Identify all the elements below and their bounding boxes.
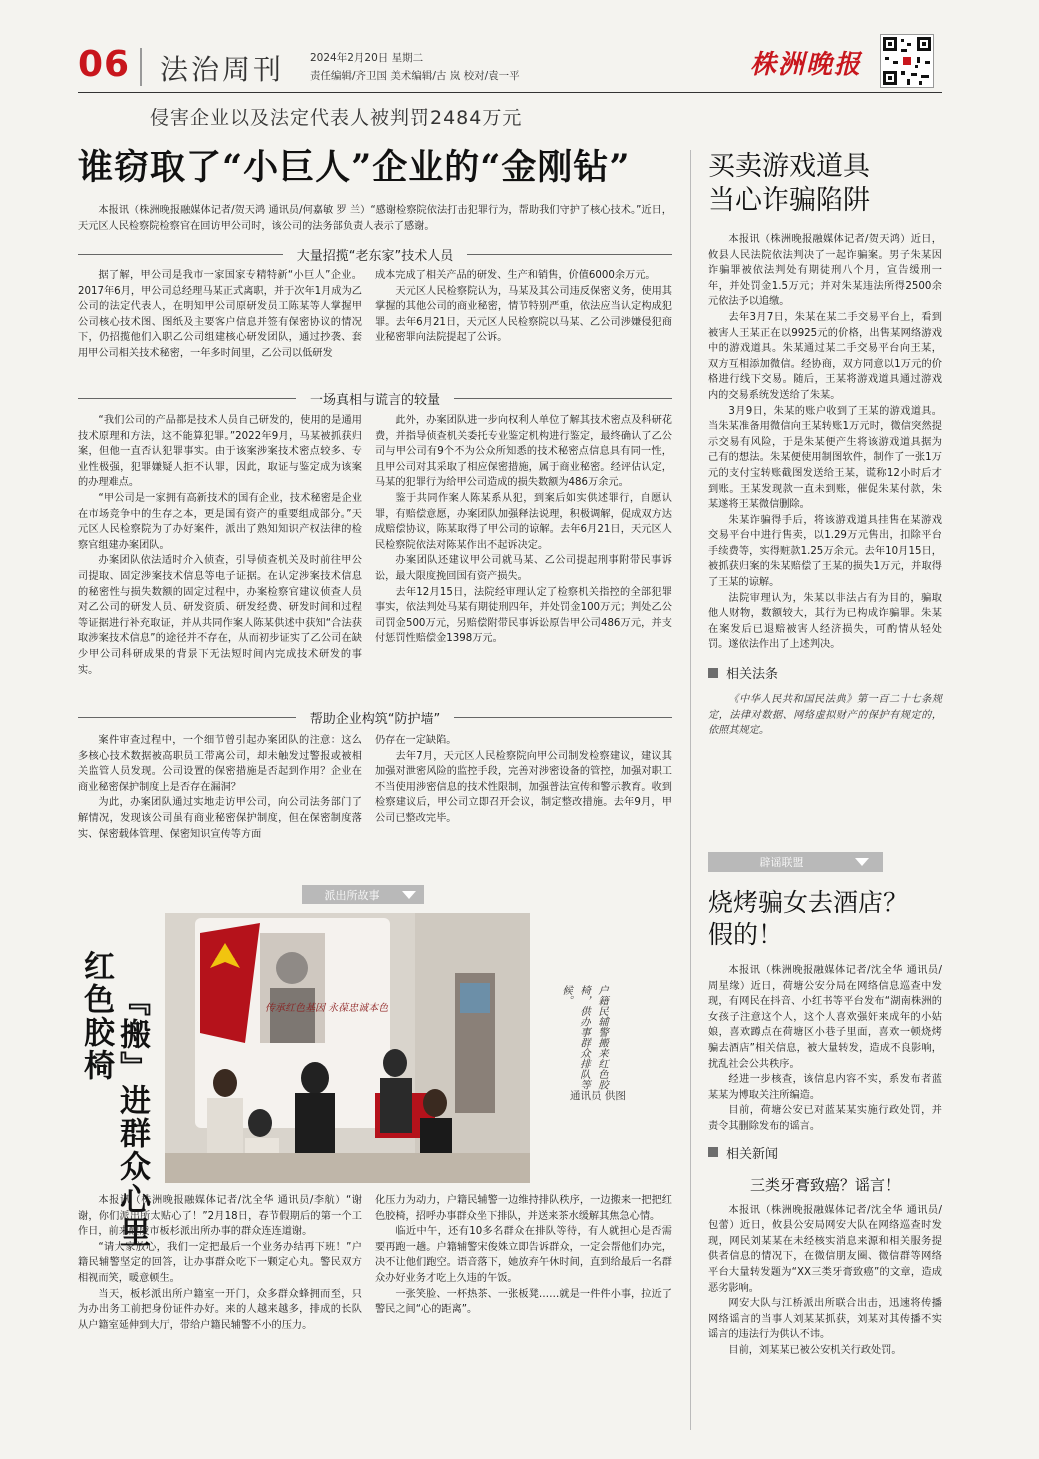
right-bottom-story — [708, 887, 942, 1358]
editor-credits: 责任编辑/齐卫国 美术编辑/古 岚 校对/袁一平 — [310, 70, 520, 82]
paragraph: 去年12月15日，法院经审理认定了检察机关指控的全部犯罪事实，依法判处马某有期徒刑四年，并处罚金100万元；判处乙公司罚金500万元，另赔偿附带民事诉讼原告甲公司486万元，并支付惩罚性赔偿金1398万元。 — [375, 586, 672, 645]
lead-s3-col2 — [375, 733, 672, 827]
paragraph: 本报讯（株洲晚报融媒体记者/沈全华 通讯员/包蕾）近日，攸县公安局网安大队在网络巡查时发现，网民刘某某在未经核实消息来源和相关服务提供者信息的情况下，在微信朋友圈、微信群等网络平台大量转发题为“XX三类牙膏致癌”的文章，造成恶劣影响。 — [708, 1204, 942, 1294]
lead-intro: 本报讯（株洲晚报融媒体记者/贺天鸿 通讯员/何嘉敏 罗 兰）“感谢检察院依法打击犯罪行为，帮助我们守护了核心技术。”近日，天元区人民检察院检察官在回访甲公司时，该公司的法务部负责人表示了感谢。 — [78, 205, 672, 232]
paragraph: 临近中午，还有10多名群众在排队等待，有人就担心是否需要再跑一趟。户籍辅警宋俊姝立即告诉群众，一定会帮他们办完，决不让他们跑空。语音落下，她放弃午休时间，直到给最后一名群众办好业务才吃上久违的午饭。 — [375, 1226, 672, 1284]
paragraph: “请大家放心，我们一定把最后一个业务办结再下班！”户籍民辅警坚定的回答，让办事群众吃下一颗定心丸。警民双方相视而笑，暖意顿生。 — [78, 1241, 362, 1284]
masthead-divider — [140, 48, 142, 86]
related-law-text: 《中华人民共和国民法典》第一百二十七条规定，法律对数据、网络虚拟财产的保护有规定的，依照其规定。 — [708, 694, 942, 737]
paragraph: 目前，荷塘公安已对蓝某某实施行政处罚，并责令其删除发布的谣言。 — [708, 1105, 942, 1132]
paragraph: 目前，刘某某已被公安机关行政处罚。 — [728, 1344, 902, 1356]
paragraph: 为此，办案团队通过实地走访甲公司，向公司法务部门了解情况，发现该公司虽有商业秘密保护制度，但在保密制度落实、保密载体管理、保密知识宣传等方面 — [78, 797, 362, 840]
column-divider — [690, 150, 691, 1430]
paragraph: 朱某诈骗得手后，将该游戏道具挂售在某游戏交易平台中进行售卖，以1.29万元售出，扣除平台手续费等，实得赃款1.25万余元。去年10月15日，被抓获归案的朱某赔偿了王某的损失1万元，并取得了王某的谅解。 — [708, 514, 942, 589]
photo-credit: 通讯员 供图 — [570, 1090, 626, 1102]
masthead-rule — [78, 92, 942, 93]
triangle-down-icon — [855, 858, 869, 866]
paragraph: 经进一步核查，该信息内容不实，系发布者蓝某某为博取关注所编造。 — [708, 1074, 942, 1101]
feature-col2 — [375, 1193, 672, 1318]
related-news-heading: 相关新闻 — [708, 1143, 942, 1162]
paragraph: 去年3月7日，朱某在某二手交易平台上，看到被害人王某正在以9925元的价格，出售某网络游戏中的游戏道具。朱某通过某二手交易平台向王某，双方互相添加微信。经协商，双方同意以1万元的价格进行线下交易。随后，王某将游戏道具通过游戏内的交易系统发送给了朱某。 — [708, 311, 942, 401]
square-bullet-icon — [708, 1147, 718, 1157]
paragraph: 此外，办案团队进一步向权利人单位了解其技术密点及科研花费，并指导侦查机关委托专业鉴定机构进行鉴定，最终确认了乙公司与甲公司有9个不为公众所知悉的技术秘密点信息具有同一性，且甲公司对其采取了相应保密措施，属于商业秘密。经评估认定，马某的犯罪行为给甲公司造成的损失数额为486万余元。 — [375, 415, 672, 489]
feature-tag-bar: 派出所故事 — [302, 885, 424, 904]
qr-code-icon — [880, 34, 934, 88]
lead-s2-col1 — [78, 413, 362, 678]
right-top-story — [708, 150, 942, 739]
photo-caption: 户籍民辅警搬来红色胶椅，供办事群众排队等候。 — [561, 985, 609, 1090]
issue-date: 2024年2月20日 星期二 — [310, 52, 424, 64]
paragraph: 法院审理认为，朱某以非法占有为目的，骗取他人财物，数额较大，其行为已构成诈骗罪。朱某在案发后已退赔被害人经济损失，可酌情从轻处罚。遂依法作出了上述判决。 — [708, 592, 942, 651]
feature-col1 — [78, 1193, 362, 1333]
masthead — [0, 30, 1039, 100]
section-heading: 帮助企业构筑“防护墙” — [78, 708, 672, 727]
lead-s2-col2 — [375, 413, 672, 647]
paragraph: 天元区人民检察院认为，马某及其公司违反保密义务，使用其掌握的其他公司的商业秘密，情节特别严重，依法应当认定构成犯罪。去年6月21日，天元区人民检察院以马某、乙公司涉嫌侵犯商业秘密罪向法院提起了公诉。 — [375, 285, 672, 344]
paragraph: 本报讯（株洲晚报融媒体记者/贺天鸿）近日，攸县人民法院依法判决了一起诈骗案。男子朱某因诈骗罪被依法判处有期徒刑八个月，宣告缓刑一年，并处罚金1.5万元；并对朱某违法所得2500余元依法予以追缴。 — [708, 234, 942, 308]
related-news-headline: 三类牙膏致癌？谣言！ — [749, 1175, 900, 1194]
paragraph: 仍存在一定缺陷。 — [375, 735, 457, 746]
section-heading: 大量招揽“老东家”技术人员 — [78, 245, 672, 264]
related-law-heading: 相关法条 — [708, 663, 942, 682]
lead-headline: 谁窃取了“小巨人”企业的“金刚钻” — [78, 147, 631, 188]
paragraph: 去年7月，天元区人民检察院向甲公司制发检察建议，建议其加强对泄密风险的监控手段，完善对涉密设备的管控，加强对职工不当使用涉密信息的技术性限制，加强普法宣传和警示教育。收到检察建议后，甲公司立即召开会议，制定整改措施。去年9月，甲公司已整改完毕。 — [375, 750, 672, 824]
section-title: 法治周刊 — [160, 53, 285, 86]
right-bottom-headline-1: 烧烤骗女去酒店？ — [708, 888, 909, 917]
paragraph: 网安大队与江桥派出所联合出击，迅速将传播网络谣言的当事人刘某某抓获，刘某对其传播不实谣言的违法行为供认不讳。 — [708, 1298, 942, 1341]
photo-illustration — [165, 913, 530, 1183]
paragraph: 案件审查过程中，一个细节曾引起办案团队的注意：这么多核心技术数据被高职员工带离公司，却未触发过警报或被相关监管人员发现。公司设置的保密措施是否起到作用？企业在商业秘密保护制度上是否存在漏洞？ — [78, 735, 362, 793]
lead-kicker: 侵害企业以及法定代表人被判罚2484万元 — [150, 107, 523, 129]
photo-banner-text: 传承红色基因 永葆忠诚本色 — [265, 1003, 389, 1014]
paragraph: 化压力为动力，户籍民辅警一边维持排队秩序，一边搬来一把把红色胶椅，招呼办事群众坐下排队，并送来茶水缓解其焦急心情。 — [375, 1195, 672, 1222]
feature-headline-b: 『搬』进群众心里 — [114, 985, 150, 1249]
right-top-headline-1: 买卖游戏道具 — [708, 151, 870, 182]
paragraph: “甲公司是一家拥有高新技术的国有企业，技术秘密是企业在市场竞争中的生存之本，更是国有资产的重要组成部分。”天元区人民检察院为了办好案件，派出了熟知知识产权法律的检察官组建办案团队。 — [78, 492, 362, 551]
paragraph: 鉴于共同作案人陈某系从犯，到案后如实供述罪行，自愿认罪，有赔偿意愿，办案团队加强释法说理，积极调解，促成双方达成赔偿协议，陈某取得了甲公司的谅解。去年6月21日，天元区人民检察院依法对陈某作出不起诉决定。 — [375, 492, 672, 551]
paragraph: 本报讯（株洲晚报融媒体记者/沈全华 通讯员/李航）“谢谢，你们派出所太贴心了！”2月18日，春节假期后的第一个工作日，前来醴陵市板杉派出所办事的群众连连道谢。 — [78, 1195, 362, 1238]
paragraph: 据了解，甲公司是我市一家国家专精特新“小巨人”企业。2017年6月，甲公司总经理马某正式离职，并于次年1月成为乙公司的法定代表人，在明知甲公司原研发员工陈某等人掌握甲公司核心技术图、图纸及主要客户信息并签有保密协议的情况下，仍招揽他们入职乙公司组建核心研发团队，通过抄袭、套用甲公司相关技术秘密，一年多时间里，乙公司以低研发 — [78, 270, 362, 359]
right-top-headline-2: 当心诈骗陷阱 — [708, 185, 870, 216]
brand-logo: 株洲晚报 — [750, 50, 863, 80]
page-number: 06 — [78, 44, 131, 85]
rumor-tag-bar: 辟谣联盟 — [708, 852, 883, 872]
paragraph: “我们公司的产品都是技术人员自己研发的，使用的是通用技术原理和方法，这不能算犯罪。”2022年9月，马某被抓获归案，但他一直否认犯罪事实。由于该案涉案技术密点较多、专业性极强，犯罪嫌疑人拒不认罪，因此，取证与鉴定成为该案的办理难点。 — [78, 415, 362, 489]
paragraph: 当天，板杉派出所户籍室一开门，众多群众蜂拥而至，只为办出务工前把身份证件办好。来的人越来越多，排成的长队从户籍室延伸到大厅，带给户籍民辅警不小的压力。 — [78, 1288, 362, 1331]
paragraph: 办案团队还建议甲公司就马某、乙公司提起刑事附带民事诉讼，最大限度挽回国有资产损失。 — [375, 555, 672, 582]
right-bottom-headline-2: 假的！ — [708, 920, 784, 949]
triangle-down-icon — [402, 891, 416, 899]
feature-headline-a: 红色胶椅 — [78, 950, 114, 1082]
feature-photo — [165, 913, 530, 1183]
lead-s1-col2 — [375, 268, 672, 346]
section-heading: 一场真相与谎言的较量 — [78, 389, 672, 408]
paragraph: 成本完成了相关产品的研发、生产和销售，价值6000余万元。 — [375, 270, 656, 281]
lead-s1-col1 — [78, 268, 362, 362]
paragraph: 3月9日，朱某的账户收到了王某的游戏道具。当朱某准备用微信向王某转账1万元时，微信突然提示交易有风险，于是朱某便产生将该游戏道具据为己有的想法。朱某便使用制图软件，制作了一张1万元的支付宝转账截图发送给王某，谎称12小时后才到账。王某发现款一直未到账，催促朱某付款，朱某遂将王某微信删除。 — [708, 405, 942, 511]
paragraph: 办案团队依法适时介入侦查，引导侦查机关及时前往甲公司提取、固定涉案技术信息等电子证据。在认定涉案技术信息的秘密性与损失数额的固定过程中，办案检察官建议侦查人员对乙公司的研发人员、研发资质、研发经费、研发时间和过程等证据进行补充取证，并从共同作案人陈某供述中获知“合法获取涉案技术信息”的途径并不存在，从而初步证实了乙公司在缺少甲公司科研成果的背景下无法短时间内完成技术研发的事实。 — [78, 555, 362, 676]
paragraph: 一张笑脸、一杯热茶、一张板凳……就是一件件小事，拉近了警民之间“心的距离”。 — [375, 1288, 672, 1316]
paragraph: 本报讯（株洲晚报融媒体记者/沈全华 通讯员/周星缘）近日，荷塘公安分局在网络信息巡查中发现，有网民在抖音、小红书等平台发布“湖南株洲的女孩子注意这个人，这个人喜欢强奸来成年的小姑娘，喜欢蹲点在荷塘区小巷子里面，喜欢一顿烧烤骗去酒店”相关信息，被大量转发，造成不良影响，扰乱社会公共秩序。 — [708, 965, 942, 1070]
lead-s3-col1 — [78, 733, 362, 842]
square-bullet-icon — [708, 668, 718, 678]
